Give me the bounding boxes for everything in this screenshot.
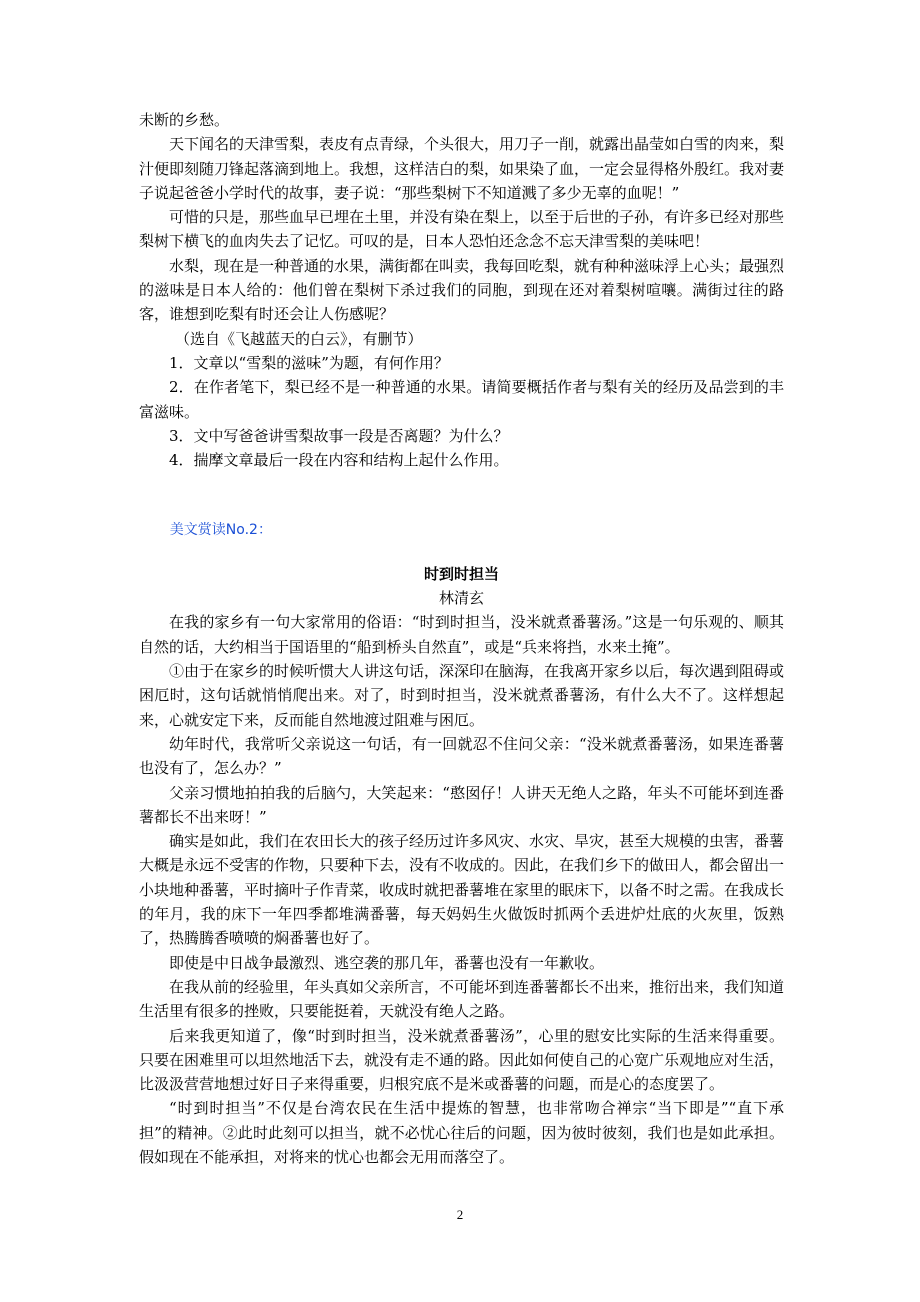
paragraph: 幼年时代，我常听父亲说这一句话，有一回就忍不住问父亲：“没米就煮番薯汤，如果连番薯也没有了，怎么办？” bbox=[139, 734, 784, 778]
document-page bbox=[139, 108, 784, 1169]
paragraph: ①由于在家乡的时候听惯大人讲这句话，深深印在脑海，在我离开家乡以后，每次遇到阻碍或困厄时，这句话就悄悄爬出来。对了，时到时担当，没米就煮番薯汤，有什么大不了。这样想起来，心就安定下来，反而能自然地渡过阻难与困厄。 bbox=[139, 662, 785, 729]
text-line: 未断的乡愁。 bbox=[139, 111, 230, 129]
article-title: 时到时担当 bbox=[423, 565, 499, 584]
question-1: 1．文章以“雪梨的滋味”为题，有何作用？ bbox=[169, 353, 449, 372]
article-author: 林清玄 bbox=[438, 589, 484, 608]
paragraph: 后来我更知道了，像“时到时担当，没米就煮番薯汤”，心里的慰安比实际的生活来得重要。只要在困难里可以坦然地活下去，就没有走不通的路。因此如何使自己的心宽广乐观地应对生活，比汲汲营营地想过好日子来得重要，归根究底不是米或番薯的问题，而是心的态度罢了。 bbox=[139, 1026, 785, 1094]
paragraph: 天下闻名的天津雪梨，表皮有点青绿，个头很大，用刀子一削，就露出晶莹如白雪的肉来，梨汁便即刻随刀锋起落滴到地上。我想，这样洁白的梨，如果染了血，一定会显得格外殷红。我对妻子说起爸爸小学时代的故事，妻子说：“那些梨树下不知道溅了多少无辜的血呢！” bbox=[139, 135, 785, 202]
paragraph: 可惜的只是，那些血早已埋在土里，并没有染在梨上，以至于后世的子孙，有许多已经对那些梨树下横飞的血肉失去了记忆。可叹的是，日本人恐怕还念念不忘天津雪梨的美味吧！ bbox=[139, 208, 785, 251]
paragraph: 确实是如此，我们在农田长大的孩子经历过许多风灾、水灾、旱灾，甚至大规模的虫害，番薯大概是永远不受害的作物，只要种下去，没有不收成的。因此，在我们乡下的做田人，都会留出一小块地种番薯，平时摘叶子作青菜，收成时就把番薯堆在家里的眠床下，以备不时之需。在我成长的年月，我的床下一年四季都堆满番薯，每天妈妈生火做饭时抓两个丢进炉灶底的火灰里，饭熟了，热腾腾香喷喷的焖番薯也好了。 bbox=[139, 832, 785, 948]
question-2: 2．在作者笔下，梨已经不是一种普通的水果。请简要概括作者与梨有关的经历及品尝到的丰富滋味。 bbox=[139, 378, 784, 421]
section-label[interactable]: 美文赏读No.2： bbox=[169, 522, 272, 539]
paragraph: 父亲习惯地拍拍我的后脑勺，大笑起来：“憨囡仔！人讲天无绝人之路，年头不可能坏到连番薯都长不出来呀！” bbox=[139, 783, 784, 826]
paragraph: 即使是中日战争最激烈、逃空袭的那几年，番薯也没有一年歉收。 bbox=[169, 953, 605, 972]
spacer bbox=[139, 472, 784, 518]
question-3: 3．文中写爸爸讲雪梨故事一段是否离题？为什么？ bbox=[169, 426, 509, 445]
paragraph: 在我从前的经验里，年头真如父亲所言，不可能坏到连番薯都长不出来，推衍出来，我们知道生活里有很多的挫败，只要能挺着，天就没有绝人之路。 bbox=[139, 977, 785, 1021]
paragraph: 水梨，现在是一种普通的水果，满街都在叫卖，我每回吃梨，就有种种滋味浮上心头；最强烈的滋味是日本人给的：他们曾在梨树下杀过我们的同胞，到现在还对着梨树喧嚷。满街过往的路客，谁想到吃梨有时还会让人伤感呢？ bbox=[139, 256, 785, 324]
question-4: 4．揣摩文章最后一段在内容和结构上起什么作用。 bbox=[169, 451, 509, 470]
article-body bbox=[139, 610, 784, 1169]
source-note: （选自《飞越蓝天的白云》，有删节） bbox=[175, 329, 423, 348]
paragraph: 在我的家乡有一句大家常用的俗语：“时到时担当，没米就煮番薯汤。”这是一句乐观的、顺其自然的话，大约相当于国语里的“船到桥头自然直”，或是“兵来将挡，水来土掩”。 bbox=[139, 613, 784, 656]
page-number: 2 bbox=[456, 1207, 464, 1222]
paragraph: “时到时担当”不仅是台湾农民在生活中提炼的智慧，也非常吻合禅宗“当下即是”“直下承担”的精神。②此时此刻可以担当，就不必忧心往后的问题，因为彼时彼刻，我们也是如此承担。假如现在不能承担，对将来的忧心也都会无用而落空了。 bbox=[139, 1099, 784, 1166]
